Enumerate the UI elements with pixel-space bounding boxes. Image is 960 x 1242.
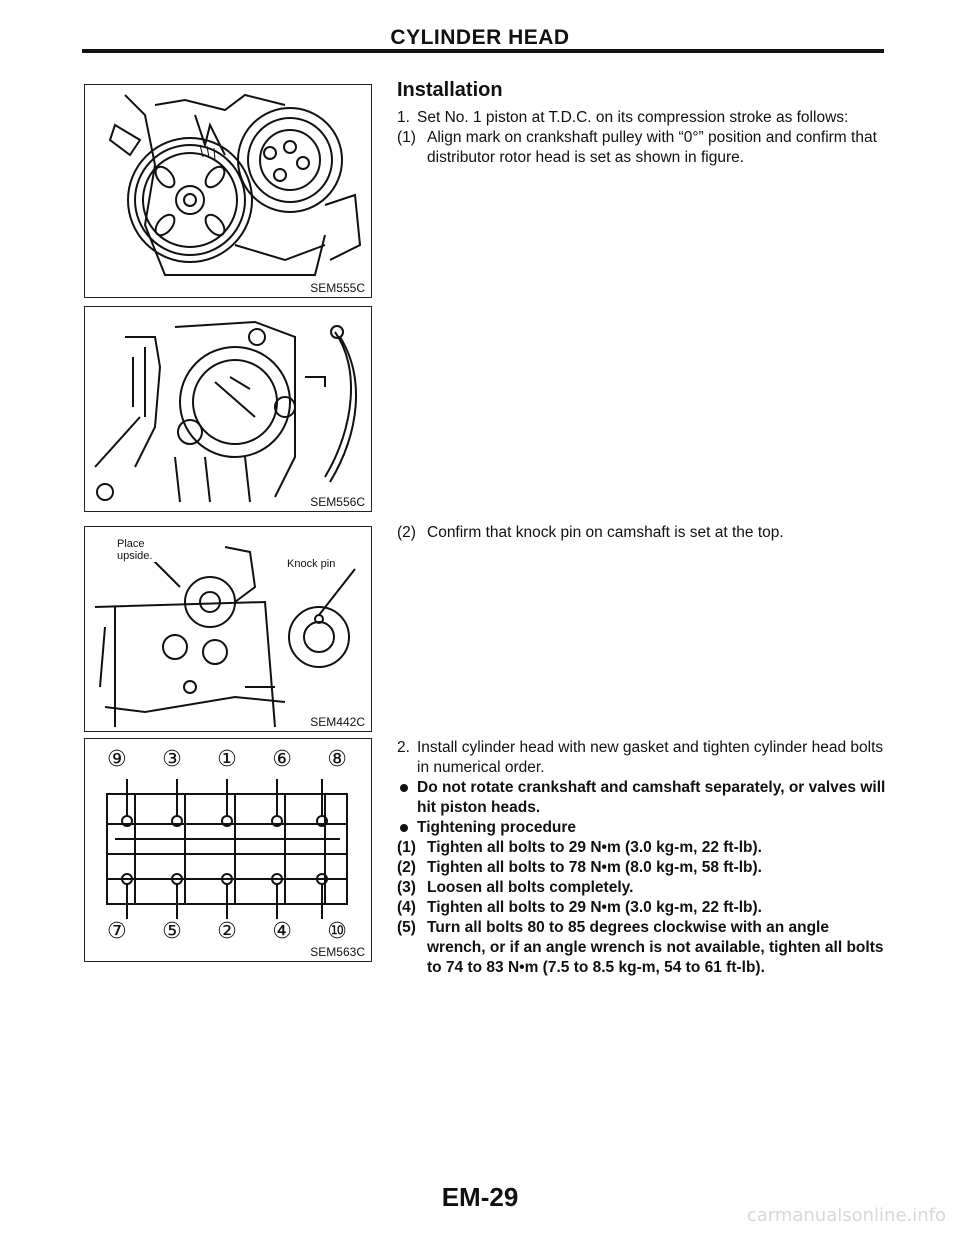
step-1-2: (2) Confirm that knock pin on camshaft is set at the top.	[397, 524, 784, 541]
figure-bolt-sequence	[84, 738, 372, 962]
bolt-order-bottom	[107, 919, 347, 944]
bolt-number: ⑦	[107, 919, 127, 944]
label-place-upside: Place upside.	[117, 538, 157, 562]
page-number: EM-29	[441, 1182, 519, 1212]
bolt-number: ⑤	[162, 919, 182, 944]
bolt-order-top	[107, 747, 347, 772]
procedure-step: (2) Tighten all bolts to 78 N•m (8.0 kg-m, 58 ft-lb).	[397, 859, 762, 876]
bolt-number: ⑩	[327, 919, 347, 944]
figure-crankshaft-pulley	[84, 84, 372, 298]
bolt-number: ④	[272, 919, 292, 944]
page-title: CYLINDER HEAD	[390, 26, 570, 49]
step-1-1: (1) Align mark on crankshaft pulley with “0°” position and confirm that distributor rotor head is set as shown in figure.	[397, 129, 877, 166]
figure-knock-pin	[84, 526, 372, 732]
bolt-number: ③	[162, 747, 182, 772]
procedure-step: (5) Turn all bolts 80 to 85 degrees clockwise with an angle wrench, or if an angle wrench is not available, tighten all bolts to 74 to 83 N•m (7.5 to 8.5 kg-m, 54 to 61 ft-lb).	[397, 919, 884, 976]
caution-bullet: Do not rotate crankshaft and camshaft separately, or valves will hit piston heads.	[397, 778, 887, 818]
step-2: 2. Install cylinder head with new gasket and tighten cylinder head bolts in numerical order.	[397, 739, 884, 776]
section-heading: Installation	[397, 79, 503, 101]
figure-code: SEM555C	[310, 281, 365, 295]
bolt-number: ⑥	[272, 747, 292, 772]
procedure-step: (3) Loosen all bolts completely.	[397, 879, 634, 896]
figure-code: SEM442C	[310, 715, 365, 729]
procedure-bullet: Tightening procedure	[397, 818, 887, 838]
installation-block-3	[397, 738, 887, 978]
bolt-number: ①	[217, 747, 237, 772]
header-rule	[82, 49, 884, 53]
figure-code: SEM556C	[310, 495, 365, 509]
bolt-number: ②	[217, 919, 237, 944]
figure-distributor-rotor	[84, 306, 372, 512]
installation-block-2	[397, 523, 887, 543]
crankshaft-pulley-illustration	[85, 85, 371, 297]
bolt-number: ⑨	[107, 747, 127, 772]
distributor-rotor-illustration	[85, 307, 371, 511]
procedure-step: (4) Tighten all bolts to 29 N•m (3.0 kg-m, 22 ft-lb).	[397, 899, 762, 916]
label-knock-pin: Knock pin	[287, 558, 336, 570]
figure-code: SEM563C	[310, 945, 365, 959]
step-1: 1. Set No. 1 piston at T.D.C. on its compression stroke as follows:	[397, 109, 849, 126]
installation-block-1	[397, 80, 887, 168]
procedure-step: (1) Tighten all bolts to 29 N•m (3.0 kg-m, 22 ft-lb).	[397, 839, 762, 856]
watermark: carmanualsonline.info	[746, 1205, 946, 1226]
bolt-number: ⑧	[327, 747, 347, 772]
